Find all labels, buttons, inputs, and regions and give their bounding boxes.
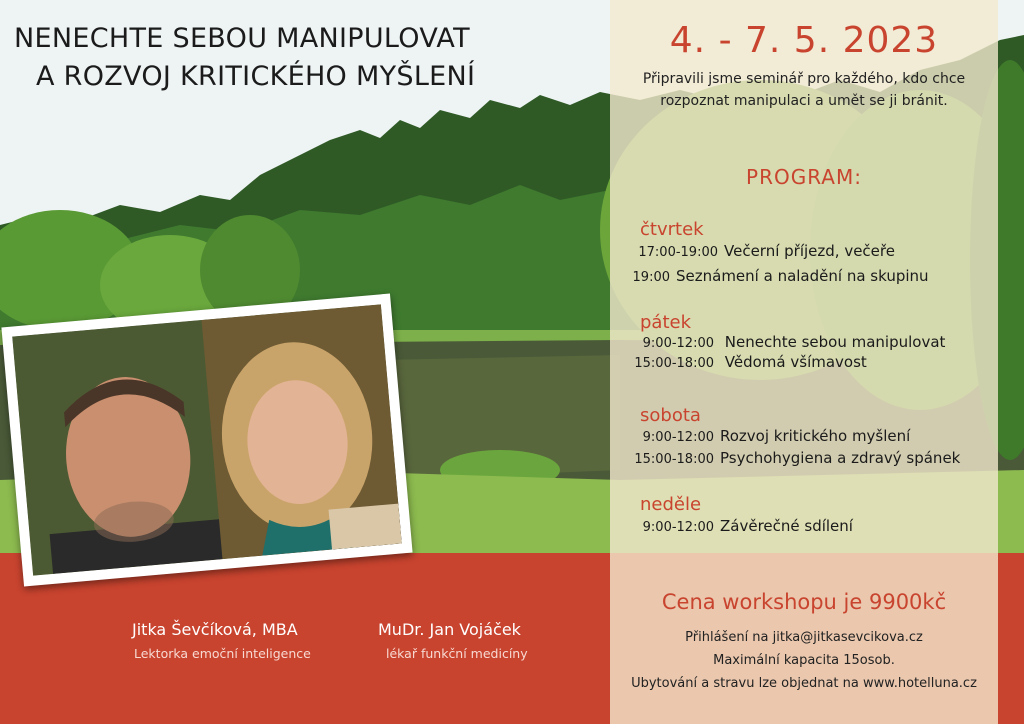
workshop-price: Cena workshopu je 9900kč [661,590,947,614]
schedule-row [628,242,895,260]
accommodation-info: Ubytování a stravu lze objednat na www.hotelluna.cz [631,676,977,691]
program-heading: PROGRAM: [746,165,862,189]
schedule-text: Psychohygiena a zdravý spánek [720,449,961,467]
schedule-text: Vědomá všímavost [724,353,867,371]
schedule-row [628,267,929,285]
schedule-row [620,449,960,467]
intro-text [610,68,998,112]
schedule-row [628,333,945,351]
day-sunday: neděle [640,494,702,515]
poster-title [14,20,534,96]
presenter-name: MuDr. Jan Vojáček [378,620,521,639]
schedule-time: 9:00-12:00 [642,430,714,445]
schedule-time: 15:00-18:00 [634,356,714,371]
intro-line-1: Připravili jsme seminář pro každého, kdo chce [642,71,966,87]
title-line-1: NENECHTE SEBOU MANIPULOVAT [14,23,470,54]
capacity-info: Maximální kapacita 15osob. [713,653,895,668]
presenter-role: lékař funkční medicíny [386,646,528,661]
presenters-photo [12,304,402,575]
schedule-text: Nenechte sebou manipulovat [724,333,946,351]
presenters-photo-illustration [12,304,402,575]
title-line-2: A ROZVOJ KRITICKÉHO MYŠLENÍ [36,61,476,92]
presenter-name: Jitka Ševčíková, MBA [132,620,298,639]
schedule-row [628,427,910,445]
day-thursday: čtvrtek [640,219,704,240]
schedule-text: Seznámení a naladění na skupinu [676,267,929,285]
event-date: 4. - 7. 5. 2023 [669,20,939,61]
schedule-time: 9:00-12:00 [642,520,714,535]
schedule-time: 19:00 [632,270,670,285]
day-saturday: sobota [640,405,701,426]
schedule-time: 17:00-19:00 [638,245,718,260]
schedule-text: Večerní příjezd, večeře [724,242,895,260]
schedule-row [628,353,867,371]
presenters-photo-frame [1,293,412,586]
schedule-time: 9:00-12:00 [642,336,714,351]
presenter-role: Lektorka emoční inteligence [134,646,311,661]
registration-info: Přihlášení na jitka@jitkasevcikova.cz [685,630,923,645]
schedule-row [628,517,853,535]
schedule-text: Rozvoj kritického myšlení [720,427,911,445]
intro-line-2: rozpoznat manipulaci a umět se ji bránit. [660,93,948,109]
day-friday: pátek [640,312,692,333]
schedule-time: 15:00-18:00 [634,452,714,467]
schedule-text: Závěrečné sdílení [720,517,853,535]
